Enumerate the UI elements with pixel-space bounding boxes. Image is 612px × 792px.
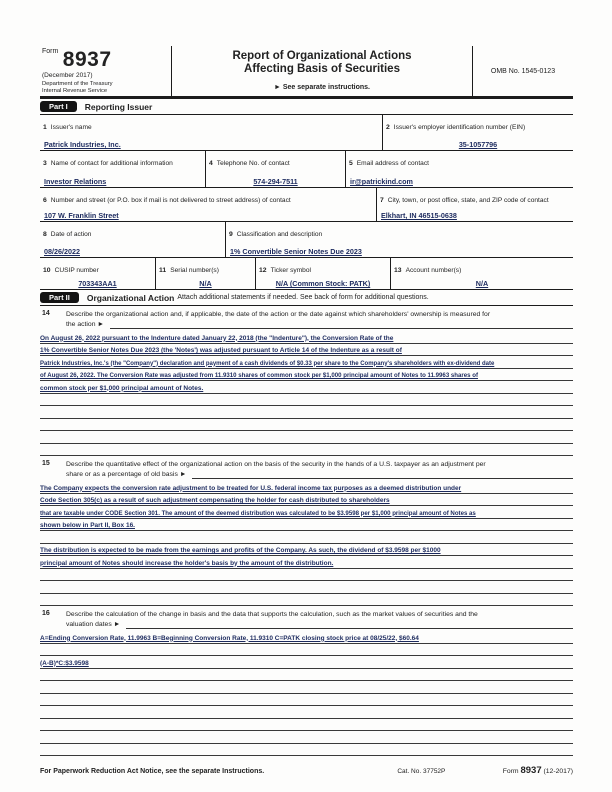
answer-line: shown below in Part II, Box 16. [40, 519, 573, 532]
field-date-of-action: 8 Date of action 08/26/2022 [40, 222, 225, 257]
agency-line-1: Department of the Treasury [42, 81, 113, 87]
part1-bar [40, 99, 573, 115]
answer-line [40, 394, 573, 407]
question-16: 16 Describe the calculation of the change in basis and the data that supports the calculation, such as the market values of securities and the valuation dates ► [40, 610, 573, 629]
contact-name-value: Investor Relations [44, 177, 107, 186]
part2-bar [40, 290, 573, 306]
row-identifiers [40, 258, 573, 290]
question-15-number: 15 [42, 460, 50, 467]
answer-line: that are taxable under CODE Section 301. The amount of the deemed distribution was calculated to be $3.9598 per $1,000 principal amount of Notes as [40, 506, 573, 519]
answer-line: The Company expects the conversion rate adjustment to be treated for U.S. federal income tax purposes as a deemed distribution under [40, 481, 573, 494]
answer-line: The distribution is expected to be made from the earnings and profits of the Company. As such, the dividend of $3.9598 per $1000 [40, 544, 573, 557]
form-title: Report of Organizational Actions Affecting Basis of Securities [232, 50, 412, 75]
catalog-number: Cat. No. 37752P [397, 768, 446, 775]
answer-line [40, 694, 573, 707]
question-15-answers [40, 481, 573, 606]
agency-line-2: Internal Revenue Service [42, 87, 108, 94]
ticker-value: N/A (Common Stock: PATK) [275, 279, 371, 288]
ein-value: 35-1057796 [458, 140, 498, 149]
question-14-text: Describe the organizational action and, if applicable, the date of the action or the date against which shareholders' ownership is measured for [66, 311, 491, 318]
answer-line [40, 581, 573, 594]
question-15: 15 Describe the quantitative effect of the organizational action on the basis of the security in the hands of a U.S. taxpayer as an adjustment per share or as a percentage of old basis ► [40, 460, 573, 479]
date-of-action-value: 08/26/2022 [44, 247, 80, 256]
question-16-number: 16 [42, 610, 50, 617]
field-account: 13 Account number(s) N/A [390, 258, 573, 289]
question-14-answers [40, 331, 573, 456]
part2-badge: Part II [40, 292, 79, 304]
city-state-zip-value: Elkhart, IN 46515-0638 [381, 211, 457, 220]
see-instructions-note: ► See separate instructions. [273, 84, 371, 91]
answer-line: A=Ending Conversion Rate, 11.9963 B=Beginning Conversion Rate, 11.9310 C=PATK closing stock price at 08/25/22, $60.64 [40, 631, 573, 644]
paperwork-notice: For Paperwork Reduction Act Notice, see the separate Instructions. [40, 768, 265, 775]
question-15-text: Describe the quantitative effect of the organizational action on the basis of the security in the hands of a U.S. taxpayer as an adjustment per [66, 461, 486, 468]
answer-line [40, 706, 573, 719]
part2-subtitle: Attach additional statements if needed. See back of form for additional questions. [177, 294, 429, 301]
question-16-text: Describe the calculation of the change in basis and the data that supports the calculation, such as the market values of securities and the [66, 611, 478, 618]
row-action [40, 222, 573, 258]
footer-form-id: Form 8937 (12-2017) [502, 765, 573, 776]
answer-line [40, 531, 573, 544]
field-street: 6 Number and street (or P.O. box if mail is not delivered to street address) of contact 107 W. Franklin Street [40, 188, 376, 221]
answer-line: On August 26, 2022 pursuant to the Indenture dated January 22, 2018 (the "Indenture"), the Conversion Rate of the [40, 331, 573, 344]
answer-line: Patrick Industries, Inc.'s (the "Company") declaration and payment of a cash dividends of $0.33 per share to the Company's shareholders with ex-dividend date [40, 356, 573, 369]
fill-rule [126, 620, 573, 629]
issuer-name-value: Patrick Industries, Inc. [44, 140, 121, 149]
contact-email-value: ir@patrickind.com [350, 177, 413, 186]
answer-line: 1% Convertible Senior Notes Due 2023 (the 'Notes') was adjusted pursuant to Article 14 of the Indenture as a result of [40, 344, 573, 357]
part1-badge: Part I [40, 101, 77, 113]
field-classification: 9 Classification and description 1% Convertible Senior Notes Due 2023 [225, 222, 573, 257]
part1-title: Reporting Issuer [84, 101, 153, 112]
street-value: 107 W. Franklin Street [44, 211, 119, 220]
field-contact-phone: 4 Telephone No. of contact 574-294-7511 [205, 151, 345, 187]
form-word: Form [42, 48, 59, 55]
answer-line [40, 444, 573, 457]
answer-line: (A-B)*C:$3.9598 [40, 656, 573, 669]
part2-title: Organizational Action [86, 292, 175, 303]
form-header [40, 46, 573, 99]
form-number-block [40, 46, 172, 96]
question-14-number: 14 [42, 310, 50, 317]
answer-line [40, 569, 573, 582]
fill-rule [110, 320, 573, 329]
field-serial: 11 Serial number(s) N/A [155, 258, 255, 289]
form-title-block [172, 46, 473, 96]
question-16-answers [40, 631, 573, 756]
field-contact-email: 5 Email address of contact ir@patrickind.com [345, 151, 573, 187]
answer-line [40, 719, 573, 732]
account-value: N/A [475, 279, 489, 288]
field-cusip: 10 CUSIP number 703343AA1 [40, 258, 155, 289]
answer-line: of August 26, 2022. The Conversion Rate was adjusted from 11.9310 shares of common stock per $1,000 principal amount of Notes to 11.9963 shares of [40, 369, 573, 382]
row-issuer [40, 115, 573, 151]
classification-value: 1% Convertible Senior Notes Due 2023 [230, 247, 362, 256]
omb-box: OMB No. 1545-0123 [490, 67, 556, 75]
answer-line [40, 731, 573, 744]
answer-line [40, 744, 573, 757]
serial-value: N/A [199, 279, 212, 288]
answer-line [40, 406, 573, 419]
field-ticker: 12 Ticker symbol N/A (Common Stock: PATK) [255, 258, 390, 289]
field-city-state-zip: 7 City, town, or post office, state, and ZIP code of contact Elkhart, IN 46515-0638 [376, 188, 573, 221]
answer-line [40, 419, 573, 432]
answer-line [40, 644, 573, 657]
answer-line: principal amount of Notes should increase the holder's basis by the amount of the distribution. [40, 556, 573, 569]
form-number: 8937 [62, 48, 112, 71]
form-revision: (December 2017) [42, 72, 93, 79]
form-content [40, 46, 573, 776]
fill-rule [192, 470, 573, 479]
answer-line [40, 669, 573, 682]
field-contact-name: 3 Name of contact for additional information Investor Relations [40, 151, 205, 187]
field-issuer-name: 1 Issuer's name Patrick Industries, Inc. [40, 115, 382, 150]
form-footer [40, 765, 573, 776]
contact-phone-value: 574-294-7511 [253, 177, 298, 186]
row-contact [40, 151, 573, 188]
answer-line [40, 431, 573, 444]
answer-line [40, 594, 573, 607]
row-address [40, 188, 573, 222]
answer-line: Code Section 305(c) as a result of such adjustment compensating the holder for cash distributed to shareholders [40, 494, 573, 507]
field-ein: 2 Issuer's employer identification number (EIN) 35-1057796 [382, 115, 573, 150]
cusip-value: 703343AA1 [78, 279, 117, 288]
question-14: 14 Describe the organizational action and, if applicable, the date of the action or the date against which shareholders' ownership is measured for the action ► [40, 310, 573, 329]
answer-line: common stock per $1,000 principal amount of Notes. [40, 381, 573, 394]
answer-line [40, 681, 573, 694]
